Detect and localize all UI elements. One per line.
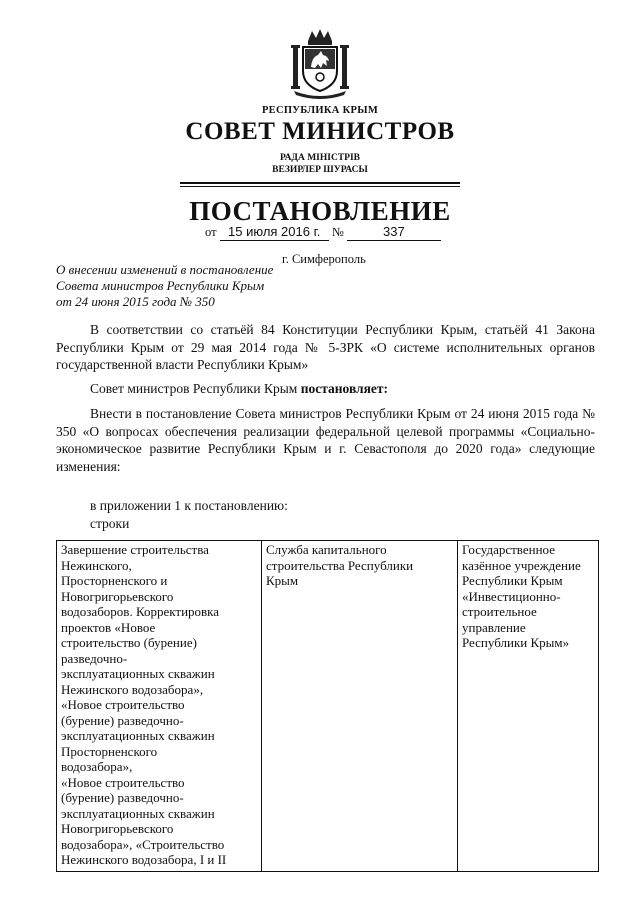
subject-line: Совета министров Республики Крым	[56, 278, 265, 293]
decree-date-field	[220, 224, 329, 241]
cell-line: Просторненского и	[61, 573, 168, 588]
cell-line: (бурение) разведочно-	[61, 712, 184, 728]
cell-line: Нежинского,	[61, 557, 132, 573]
coat-of-arms-icon	[290, 27, 350, 99]
cell-line: разведочно-	[61, 650, 128, 666]
project-description-cell	[57, 541, 262, 872]
responsible-service-cell	[262, 541, 458, 872]
cell-line: управление	[462, 619, 526, 635]
cell-line: Республики Крым»	[462, 635, 570, 650]
alt-names	[0, 152, 640, 176]
cell-line: строительное	[462, 604, 537, 619]
decree-number: 337	[383, 224, 405, 239]
decree-date: 15 июля 2016 г.	[228, 224, 321, 239]
cell-line: Нежинского водозабора, I и II	[61, 852, 227, 867]
cell-line: Служба капитального	[266, 542, 387, 557]
resolution-text: Совет министров Республики Крым	[90, 381, 301, 396]
cell-line: строительства Республики	[266, 557, 414, 573]
from-label: от	[205, 225, 217, 239]
cell-line: казённое учреждение	[462, 557, 581, 573]
cell-line: Республики Крым	[462, 573, 563, 588]
republic-name: РЕСПУБЛИКА КРЫМ	[261, 105, 379, 116]
document-type-title: ПОСТАНОВЛЕНИЕ	[189, 196, 451, 226]
appendix-reference	[90, 497, 288, 532]
preamble-paragraph: В соответствии со статьёй 84 Конституции Республики Крым, статьёй 41 Закона Республики Крым от 29 мая 2014 года № 5-ЗРК «О системе исполнительных органов государственной власти Республики Крым»	[56, 322, 595, 372]
cell-line: Нежинского водозабора»,	[61, 681, 204, 697]
cell-line: строительство (бурение)	[61, 635, 197, 650]
cell-line: эксплуатационных скважин	[61, 666, 215, 681]
cell-line: «Новое строительство	[61, 697, 185, 712]
cell-line: эксплуатационных скважин	[61, 728, 215, 743]
contractor-cell	[458, 541, 599, 872]
cell-line: Крым	[266, 573, 299, 588]
cell-line: Новогригорьевского	[61, 821, 174, 836]
cell-line: водозабора»,	[61, 759, 133, 774]
decree-subject	[56, 262, 356, 310]
cell-line: водозабора», «Строительство	[61, 836, 225, 852]
date-number-line	[205, 224, 441, 241]
rada-name: РАДА МІНІСТРІВ	[279, 153, 360, 163]
cell-line: Государственное	[462, 542, 555, 557]
council-title: СОВЕТ МИНИСТРОВ	[185, 118, 455, 145]
decree-number-field	[347, 224, 441, 241]
cell-line: (бурение) разведочно-	[61, 790, 184, 805]
rows-label: строки	[90, 515, 130, 531]
header-rule-thick	[180, 182, 460, 184]
number-label: №	[331, 225, 344, 239]
cell-line: водозаборов. Корректировка	[61, 604, 220, 619]
cell-line: «Инвестиционно-	[462, 588, 561, 604]
cell-line: Завершение строительства	[61, 542, 209, 557]
city: г. Симферополь	[282, 252, 366, 266]
amendment-table	[56, 540, 599, 872]
resolution-verb: постановляет:	[300, 381, 389, 396]
subject-line: О внесении изменений в постановление	[56, 262, 274, 277]
cell-line: Новогригорьевского	[61, 588, 174, 604]
amendment-paragraph: Внести в постановление Совета министров Республики Крым от 24 июня 2015 года № 350 «О вопросах обеспечения реализации федеральной целевой программы «Социально-экономическое развитие Республики Крым и г. Севастополя до 2020 года» следующие изменения:	[56, 406, 595, 474]
header-rule-thin	[180, 186, 460, 187]
vezirler-name: ВЕЗИРЛЕР ШУРАСЫ	[272, 165, 368, 175]
cell-line: Просторненского	[61, 743, 158, 759]
cell-line: «Новое строительство	[61, 774, 185, 790]
subject-line: от 24 июня 2015 года № 350	[56, 294, 215, 309]
table-row	[57, 541, 599, 872]
resolution-paragraph	[56, 380, 595, 398]
cell-line: проектов «Новое	[61, 619, 156, 635]
appendix-line: в приложении 1 к постановлению:	[90, 498, 288, 513]
cell-line: эксплуатационных скважин	[61, 805, 215, 821]
